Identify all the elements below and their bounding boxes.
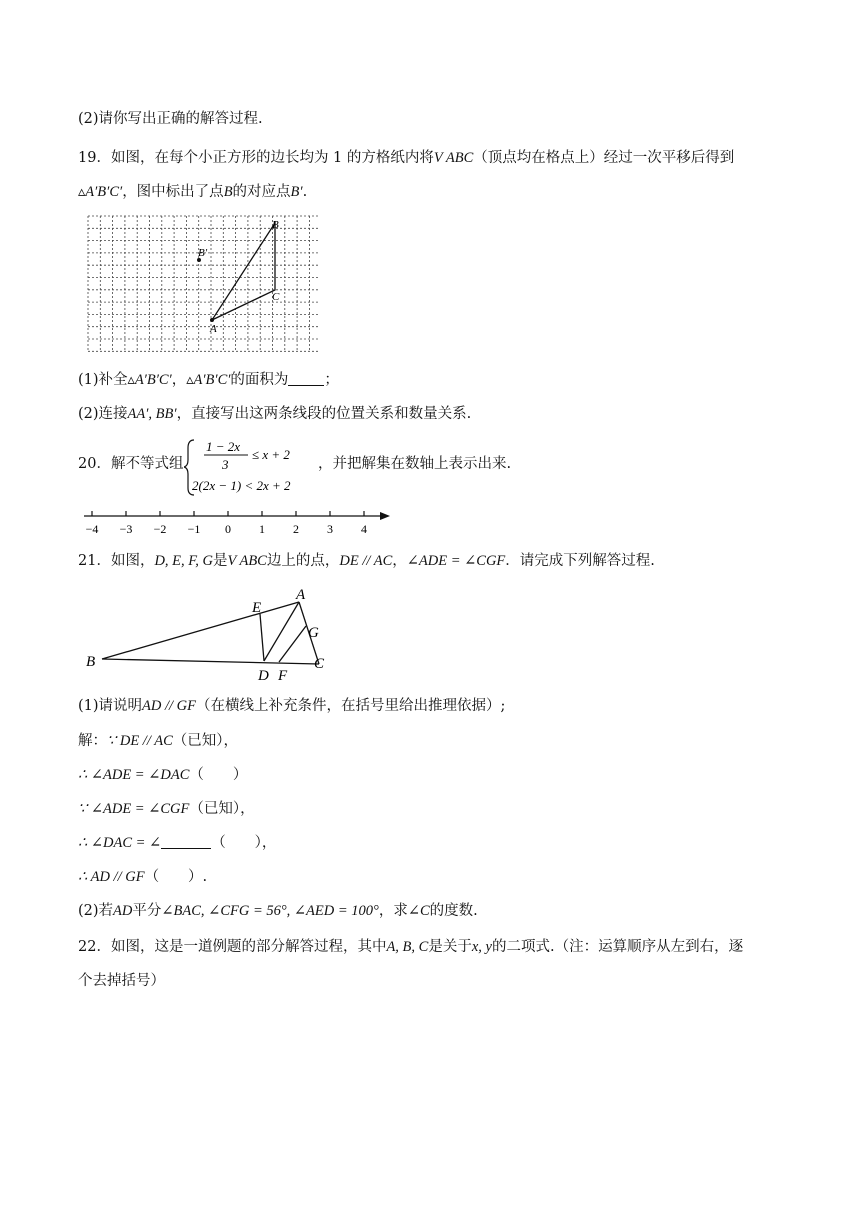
q21-label-e: E bbox=[252, 600, 262, 616]
q20-ineq2: 2(2x − 1) < 2x + 2 bbox=[192, 478, 291, 493]
number-line-label: 3 bbox=[327, 522, 333, 536]
q19-label-c: C bbox=[272, 291, 280, 303]
q21-label-a: A bbox=[296, 587, 306, 603]
number-line-label: −3 bbox=[119, 522, 133, 536]
q19-label-a: A bbox=[210, 323, 217, 335]
q22-line1: 22．如图，这是一道例题的部分解答过程，其中A, B, C是关于x, y的二项式.（注：运算顺序从左到右，逐 bbox=[78, 939, 744, 955]
q21-label-f: F bbox=[278, 668, 288, 684]
q19-grid-figure bbox=[84, 214, 320, 356]
q20-tail: ，并把解集在数轴上表示出来. bbox=[318, 456, 512, 472]
q19-part1: (1)补全▵A′B′C′，▵A′B′C′的面积为 ； bbox=[78, 372, 339, 388]
q21-label-b: B bbox=[86, 654, 96, 670]
q18-part2: (2)请你写出正确的解答过程. bbox=[78, 111, 263, 127]
number-line-label: −1 bbox=[187, 522, 201, 536]
q21-part1: (1)请说明AD // GF（在横线上补充条件，在括号里给出推理依据）; bbox=[78, 698, 506, 714]
q21-sol-line3: ∵ ∠ADE = ∠CGF（已知）， bbox=[78, 801, 255, 817]
number-line-label: 1 bbox=[259, 522, 265, 536]
number-line-label: 4 bbox=[361, 522, 367, 536]
number-line-label: −4 bbox=[85, 522, 99, 536]
q20-ineq1-numerator: 1 − 2x bbox=[206, 439, 241, 454]
q21-label-d: D bbox=[258, 668, 269, 684]
q20-ineq1-denominator: 3 bbox=[222, 457, 229, 472]
q21-angle-blank[interactable] bbox=[161, 834, 211, 849]
q21-part2: (2)若AD平分∠BAC, ∠CFG = 56°, ∠AED = 100°，求∠C的度数. bbox=[78, 903, 478, 919]
q21-sol-line2: ∴ ∠ADE = ∠DAC（ ） bbox=[78, 767, 248, 783]
number-line-label: −2 bbox=[153, 522, 167, 536]
q21-label-g: G bbox=[308, 625, 319, 641]
q19-stem-line2: ▵A′B′C′，图中标出了点B的对应点B′. bbox=[78, 184, 308, 200]
q21-sol-line4: ∴ ∠DAC = ∠ （ ）， bbox=[78, 835, 277, 851]
q21-label-c: C bbox=[314, 656, 325, 672]
q20-stem: 20．解不等式组 bbox=[78, 456, 184, 472]
number-line-label: 0 bbox=[225, 522, 231, 536]
q20-ineq1-rhs: ≤ x + 2 bbox=[252, 447, 290, 462]
q21-sol-line1: 解：∵ DE // AC（已知）， bbox=[78, 733, 239, 749]
number-line-label: 2 bbox=[293, 522, 299, 536]
q22-line2: 个去掉括号） bbox=[78, 973, 165, 989]
q19-label-b: B bbox=[272, 219, 279, 231]
q20-inequality-system bbox=[184, 438, 324, 498]
q19-part2: (2)连接AA′, BB′，直接写出这两条线段的位置关系和数量关系. bbox=[78, 406, 472, 422]
q21-stem: 21．如图，D, E, F, G是V ABC边上的点，DE // AC，∠ADE = ∠CGF．请完成下列解答过程. bbox=[78, 553, 655, 569]
q19-stem-line1: 19．如图，在每个小正方形的边长均为 1 的方格纸内将V ABC（顶点均在格点上）经过一次平移后得到 bbox=[78, 150, 735, 166]
q19-area-blank[interactable] bbox=[288, 371, 324, 386]
q21-triangle-figure bbox=[84, 584, 344, 684]
q21-sol-line5: ∴ AD // GF（ ）. bbox=[78, 869, 208, 885]
q19-label-bp: B′ bbox=[198, 247, 208, 259]
q20-number-line[interactable] bbox=[80, 508, 396, 538]
